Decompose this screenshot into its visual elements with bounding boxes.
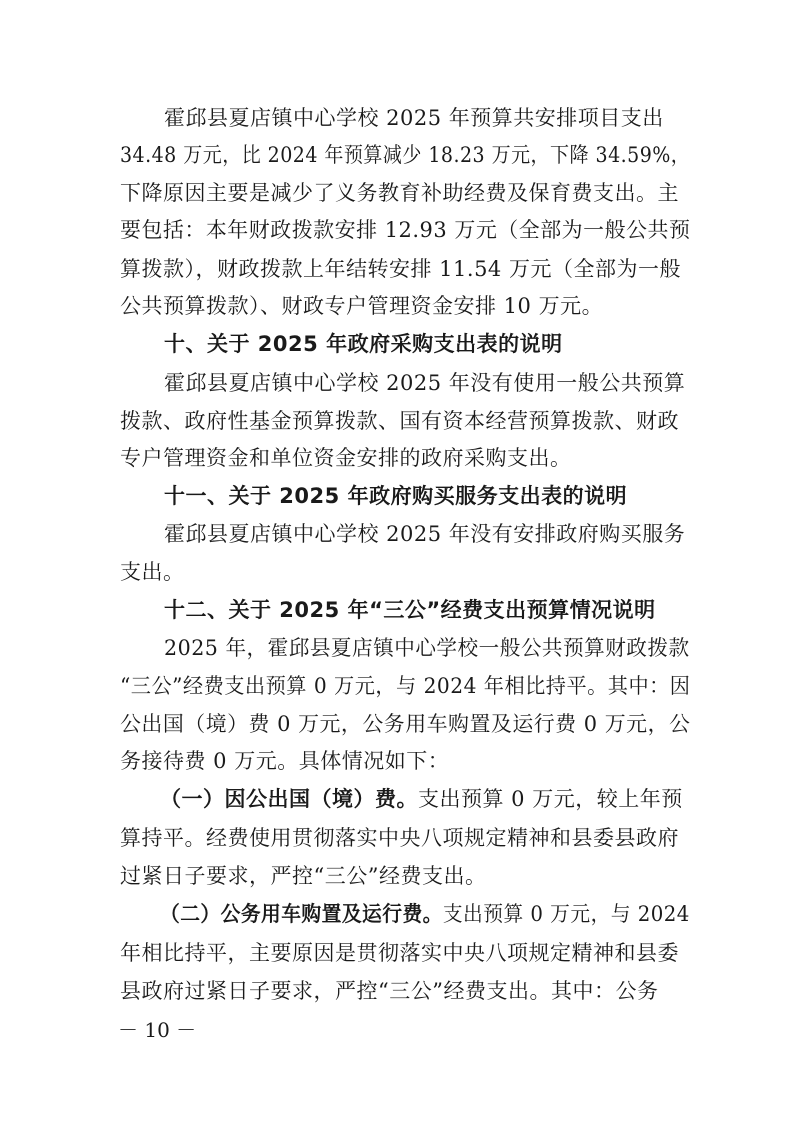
body-text-line: 公出国（境）费 0 万元，公务用车购置及运行费 0 万元，公 [120, 712, 691, 736]
body-text-line: 算拨款），财政拨款上年结转安排 11.54 万元（全部为一般 [120, 257, 681, 281]
body-text-line: 下降原因主要是减少了义务教育补助经费及保育费支出。主 [120, 181, 679, 205]
section-heading-12: 十二、关于 2025 年“三公”经费支出预算情况说明 [164, 598, 656, 622]
body-text-span: 支出预算 0 万元，与 2024 [442, 902, 690, 926]
body-text-line: 2025 年，霍邱县夏店镇中心学校一般公共预算财政拨款 [164, 636, 690, 660]
body-text-line: 34.48 万元，比 2024 年预算减少 18.23 万元，下降 34.59%， [120, 143, 691, 167]
body-text-line: 县政府过紧日子要求，严控“三公”经费支出。其中：公务 [120, 979, 659, 1003]
body-text-line: 霍邱县夏店镇中心学校 2025 年预算共安排项目支出 [164, 106, 664, 130]
body-text-line: 过紧日子要求，严控“三公”经费支出。 [120, 864, 487, 888]
sub-section-1-line [160, 786, 683, 812]
section-heading-10: 十、关于 2025 年政府采购支出表的说明 [164, 332, 563, 356]
body-text-line: 公共预算拨款）、财政专户管理资金安排 10 万元。 [120, 294, 604, 318]
sub-heading-1: （一）因公出国（境）费。 [160, 786, 418, 811]
body-text-line: 支出。 [120, 560, 185, 584]
body-text-line: 要包括：本年财政拨款安排 12.93 万元（全部为一般公共预 [120, 218, 691, 242]
body-text-line: 霍邱县夏店镇中心学校 2025 年没有安排政府购买服务 [164, 522, 686, 546]
section-heading-11: 十一、关于 2025 年政府购买服务支出表的说明 [164, 484, 628, 508]
body-text-line: 拨款、政府性基金预算拨款、国有资本经营预算拨款、财政 [120, 409, 679, 433]
sub-section-2-line [160, 901, 690, 927]
body-text-line: 专户管理资金和单位资金安排的政府采购支出。 [120, 446, 572, 470]
page-number: － 10 － [118, 1018, 197, 1042]
body-text-line: 算持平。经费使用贯彻落实中央八项规定精神和县委县政府 [120, 826, 679, 850]
sub-heading-2: （二）公务用车购置及运行费。 [160, 901, 443, 926]
body-text-line: 年相比持平，主要原因是贯彻落实中央八项规定精神和县委 [120, 941, 679, 965]
body-text-line: 务接待费 0 万元。具体情况如下： [120, 749, 450, 773]
body-text-line: 霍邱县夏店镇中心学校 2025 年没有使用一般公共预算 [164, 371, 686, 395]
body-text-line: “三公”经费支出预算 0 万元，与 2024 年相比持平。其中：因 [120, 674, 691, 698]
body-text-span: 支出预算 0 万元，较上年预 [418, 787, 683, 811]
